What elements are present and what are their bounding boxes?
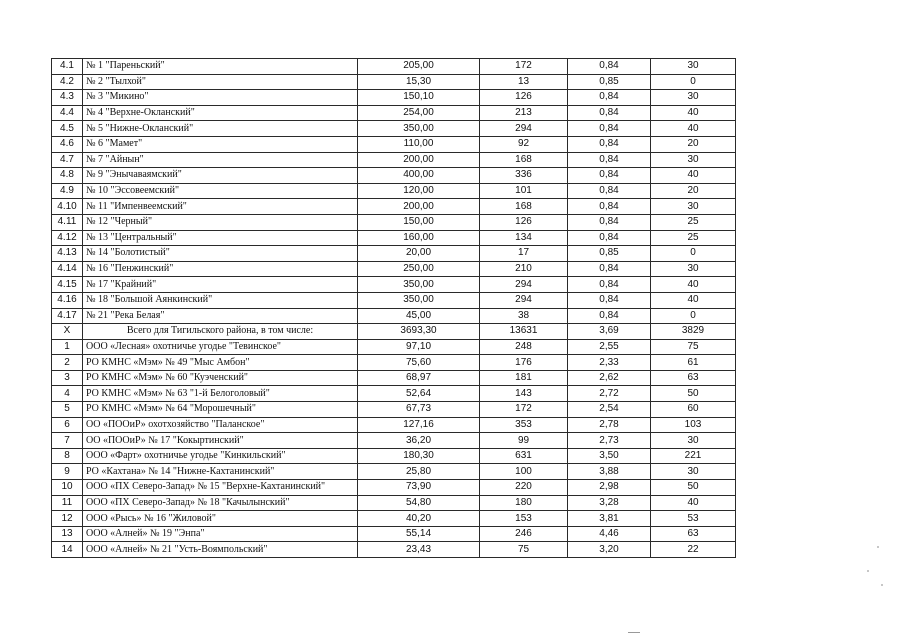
cell-area: 73,90 [358, 480, 480, 496]
cell-density: 2,72 [568, 386, 651, 402]
cell-number: 6 [52, 417, 83, 433]
cell-number: 2 [52, 355, 83, 371]
cell-density: 2,62 [568, 370, 651, 386]
cell-density: 2,98 [568, 480, 651, 496]
cell-name: РО «Кахтана» № 14 "Нижне-Кахтанинский" [83, 464, 358, 480]
cell-name: № 6 "Мамет" [83, 136, 358, 152]
cell-count: 353 [480, 417, 568, 433]
cell-quota: 40 [651, 168, 736, 184]
table-row [52, 90, 736, 106]
cell-quota: 20 [651, 183, 736, 199]
cell-name: № 14 "Болотистый" [83, 246, 358, 262]
table-row [52, 511, 736, 527]
table-row [52, 59, 736, 75]
cell-name: № 21 "Река Белая" [83, 308, 358, 324]
cell-quota: 30 [651, 199, 736, 215]
cell-quota: 50 [651, 386, 736, 402]
cell-area: 127,16 [358, 417, 480, 433]
cell-number: 4.16 [52, 292, 83, 308]
cell-density: 2,73 [568, 433, 651, 449]
table-row [52, 417, 736, 433]
cell-density: 0,84 [568, 214, 651, 230]
cell-name: № 1 "Пареньский" [83, 59, 358, 75]
cell-name: ООО «Фарт» охотничье угодье "Кинкильский" [83, 448, 358, 464]
cell-number: 4.12 [52, 230, 83, 246]
cell-name: ООО «ПХ Северо-Запад» № 18 "Качылынский" [83, 495, 358, 511]
table-row [52, 480, 736, 496]
cell-density: 3,28 [568, 495, 651, 511]
cell-count: 181 [480, 370, 568, 386]
cell-quota: 3829 [651, 324, 736, 340]
cell-area: 250,00 [358, 261, 480, 277]
cell-count: 294 [480, 292, 568, 308]
cell-area: 25,80 [358, 464, 480, 480]
cell-quota: 25 [651, 230, 736, 246]
cell-quota: 40 [651, 292, 736, 308]
cell-count: 336 [480, 168, 568, 184]
table-row [52, 402, 736, 418]
cell-quota: 0 [651, 74, 736, 90]
cell-quota: 25 [651, 214, 736, 230]
cell-name: № 2 "Тылхой" [83, 74, 358, 90]
cell-name: № 13 "Центральный" [83, 230, 358, 246]
cell-area: 54,80 [358, 495, 480, 511]
cell-quota: 103 [651, 417, 736, 433]
cell-density: 0,84 [568, 199, 651, 215]
cell-density: 2,33 [568, 355, 651, 371]
cell-quota: 30 [651, 59, 736, 75]
cell-count: 631 [480, 448, 568, 464]
cell-count: 101 [480, 183, 568, 199]
cell-name: РО КМНС «Мэм» № 60 "Куэченский" [83, 370, 358, 386]
cell-name: № 10 "Эссовеемский" [83, 183, 358, 199]
table-row [52, 339, 736, 355]
table-row [52, 214, 736, 230]
cell-density: 2,54 [568, 402, 651, 418]
cell-count: 134 [480, 230, 568, 246]
cell-number: 5 [52, 402, 83, 418]
cell-quota: 61 [651, 355, 736, 371]
cell-quota: 30 [651, 433, 736, 449]
cell-quota: 40 [651, 495, 736, 511]
cell-number: 4.8 [52, 168, 83, 184]
cell-name: ООО «Алней» № 19 "Энпа" [83, 526, 358, 542]
table-row [52, 448, 736, 464]
cell-count: 168 [480, 152, 568, 168]
cell-name: ООО «Алней» № 21 "Усть-Воямпольский" [83, 542, 358, 558]
cell-number: 1 [52, 339, 83, 355]
cell-density: 0,85 [568, 74, 651, 90]
cell-quota: 63 [651, 370, 736, 386]
cell-count: 294 [480, 121, 568, 137]
cell-number: 4.6 [52, 136, 83, 152]
cell-name: РО КМНС «Мэм» № 49 "Мыс Амбон" [83, 355, 358, 371]
cell-count: 176 [480, 355, 568, 371]
cell-area: 40,20 [358, 511, 480, 527]
cell-density: 0,84 [568, 168, 651, 184]
cell-number: 10 [52, 480, 83, 496]
table-row [52, 464, 736, 480]
cell-quota: 30 [651, 464, 736, 480]
table-row [52, 277, 736, 293]
table-row [52, 230, 736, 246]
cell-area: 52,64 [358, 386, 480, 402]
cell-count: 172 [480, 402, 568, 418]
cell-count: 213 [480, 105, 568, 121]
cell-area: 68,97 [358, 370, 480, 386]
cell-area: 45,00 [358, 308, 480, 324]
cell-area: 205,00 [358, 59, 480, 75]
cell-count: 75 [480, 542, 568, 558]
table-row [52, 526, 736, 542]
cell-density: 0,84 [568, 292, 651, 308]
cell-number: 4.11 [52, 214, 83, 230]
cell-number: 4.14 [52, 261, 83, 277]
cell-name: № 4 "Верхне-Окланский" [83, 105, 358, 121]
cell-number: 4.3 [52, 90, 83, 106]
table-row-total [52, 324, 736, 340]
cell-number: 4.2 [52, 74, 83, 90]
cell-area: 55,14 [358, 526, 480, 542]
cell-count: 99 [480, 433, 568, 449]
cell-density: 3,50 [568, 448, 651, 464]
cell-density: 0,84 [568, 90, 651, 106]
cell-name: № 17 "Крайний" [83, 277, 358, 293]
cell-number: 4 [52, 386, 83, 402]
cell-count: 126 [480, 90, 568, 106]
cell-name: № 9 "Энычаваямский" [83, 168, 358, 184]
cell-count: 126 [480, 214, 568, 230]
cell-area: 3693,30 [358, 324, 480, 340]
cell-name: ОО «ПООиР» охотхозяйство "Паланское" [83, 417, 358, 433]
cell-quota: 40 [651, 121, 736, 137]
cell-density: 0,84 [568, 105, 651, 121]
cell-number: 7 [52, 433, 83, 449]
cell-area: 150,10 [358, 90, 480, 106]
cell-count: 13631 [480, 324, 568, 340]
table-row [52, 355, 736, 371]
cell-area: 150,00 [358, 214, 480, 230]
table-row [52, 105, 736, 121]
cell-name: № 7 "Айнын" [83, 152, 358, 168]
table-row [52, 433, 736, 449]
cell-count: 143 [480, 386, 568, 402]
cell-quota: 221 [651, 448, 736, 464]
cell-quota: 75 [651, 339, 736, 355]
cell-area: 200,00 [358, 199, 480, 215]
cell-quota: 22 [651, 542, 736, 558]
cell-number: 13 [52, 526, 83, 542]
cell-count: 180 [480, 495, 568, 511]
cell-count: 248 [480, 339, 568, 355]
cell-name: № 11 "Импенвеемский" [83, 199, 358, 215]
cell-number: 9 [52, 464, 83, 480]
scan-mark [628, 632, 640, 633]
cell-quota: 50 [651, 480, 736, 496]
cell-count: 100 [480, 464, 568, 480]
cell-density: 3,20 [568, 542, 651, 558]
cell-count: 153 [480, 511, 568, 527]
cell-quota: 53 [651, 511, 736, 527]
cell-name: Всего для Тигильского района, в том числе: [83, 324, 358, 340]
cell-area: 36,20 [358, 433, 480, 449]
cell-number: 4.10 [52, 199, 83, 215]
table-row [52, 246, 736, 262]
cell-name: № 16 "Пенжинский" [83, 261, 358, 277]
cell-density: 0,84 [568, 121, 651, 137]
cell-count: 220 [480, 480, 568, 496]
cell-area: 254,00 [358, 105, 480, 121]
cell-number: X [52, 324, 83, 340]
cell-name: ООО «ПХ Северо-Запад» № 15 "Верхне-Кахтанинский" [83, 480, 358, 496]
cell-number: 14 [52, 542, 83, 558]
table-row [52, 495, 736, 511]
cell-number: 4.4 [52, 105, 83, 121]
cell-area: 350,00 [358, 292, 480, 308]
cell-density: 0,84 [568, 277, 651, 293]
cell-quota: 20 [651, 136, 736, 152]
cell-density: 0,84 [568, 183, 651, 199]
cell-number: 3 [52, 370, 83, 386]
cell-number: 4.9 [52, 183, 83, 199]
cell-quota: 30 [651, 90, 736, 106]
table-row [52, 261, 736, 277]
cell-name: ОО «ПООиР» № 17 "Кокыртинский" [83, 433, 358, 449]
cell-density: 0,84 [568, 152, 651, 168]
cell-name: ООО «Рысь» № 16 "Жиловой" [83, 511, 358, 527]
cell-quota: 30 [651, 261, 736, 277]
cell-density: 0,84 [568, 59, 651, 75]
table-row [52, 292, 736, 308]
cell-quota: 40 [651, 105, 736, 121]
cell-number: 4.7 [52, 152, 83, 168]
cell-number: 12 [52, 511, 83, 527]
cell-quota: 63 [651, 526, 736, 542]
cell-density: 0,84 [568, 136, 651, 152]
cell-density: 4,46 [568, 526, 651, 542]
cell-number: 8 [52, 448, 83, 464]
cell-count: 38 [480, 308, 568, 324]
cell-number: 4.15 [52, 277, 83, 293]
cell-number: 11 [52, 495, 83, 511]
cell-density: 3,81 [568, 511, 651, 527]
cell-count: 13 [480, 74, 568, 90]
cell-count: 210 [480, 261, 568, 277]
cell-number: 4.1 [52, 59, 83, 75]
table-body [52, 59, 736, 558]
cell-density: 0,84 [568, 308, 651, 324]
cell-quota: 0 [651, 246, 736, 262]
cell-density: 2,78 [568, 417, 651, 433]
cell-number: 4.13 [52, 246, 83, 262]
cell-quota: 30 [651, 152, 736, 168]
table-row [52, 308, 736, 324]
cell-name: № 5 "Нижне-Окланский" [83, 121, 358, 137]
cell-count: 92 [480, 136, 568, 152]
hunting-grounds-table [51, 58, 736, 558]
cell-area: 110,00 [358, 136, 480, 152]
cell-density: 3,69 [568, 324, 651, 340]
table-row [52, 168, 736, 184]
table-row [52, 386, 736, 402]
table-row [52, 136, 736, 152]
cell-count: 246 [480, 526, 568, 542]
cell-name: РО КМНС «Мэм» № 63 "1-й Белоголовый" [83, 386, 358, 402]
cell-name: № 12 "Черный" [83, 214, 358, 230]
cell-area: 180,30 [358, 448, 480, 464]
cell-area: 67,73 [358, 402, 480, 418]
cell-count: 172 [480, 59, 568, 75]
table-row [52, 152, 736, 168]
cell-density: 3,88 [568, 464, 651, 480]
cell-name: № 3 "Микино" [83, 90, 358, 106]
cell-name: № 18 "Большой Аянкинский" [83, 292, 358, 308]
cell-number: 4.17 [52, 308, 83, 324]
cell-area: 23,43 [358, 542, 480, 558]
cell-area: 350,00 [358, 277, 480, 293]
cell-quota: 40 [651, 277, 736, 293]
cell-quota: 60 [651, 402, 736, 418]
cell-density: 2,55 [568, 339, 651, 355]
cell-area: 160,00 [358, 230, 480, 246]
cell-area: 120,00 [358, 183, 480, 199]
cell-area: 75,60 [358, 355, 480, 371]
cell-area: 15,30 [358, 74, 480, 90]
cell-quota: 0 [651, 308, 736, 324]
cell-area: 350,00 [358, 121, 480, 137]
cell-count: 294 [480, 277, 568, 293]
table-row [52, 542, 736, 558]
cell-density: 0,84 [568, 230, 651, 246]
cell-density: 0,85 [568, 246, 651, 262]
table-row [52, 121, 736, 137]
cell-density: 0,84 [568, 261, 651, 277]
cell-count: 168 [480, 199, 568, 215]
cell-count: 17 [480, 246, 568, 262]
cell-area: 20,00 [358, 246, 480, 262]
cell-area: 400,00 [358, 168, 480, 184]
cell-area: 200,00 [358, 152, 480, 168]
scan-specks [857, 540, 887, 600]
cell-number: 4.5 [52, 121, 83, 137]
table-row [52, 74, 736, 90]
table-row [52, 370, 736, 386]
table-row [52, 199, 736, 215]
cell-name: РО КМНС «Мэм» № 64 "Морошечный" [83, 402, 358, 418]
cell-area: 97,10 [358, 339, 480, 355]
table-row [52, 183, 736, 199]
cell-name: ООО «Лесная» охотничье угодье "Тевинское" [83, 339, 358, 355]
